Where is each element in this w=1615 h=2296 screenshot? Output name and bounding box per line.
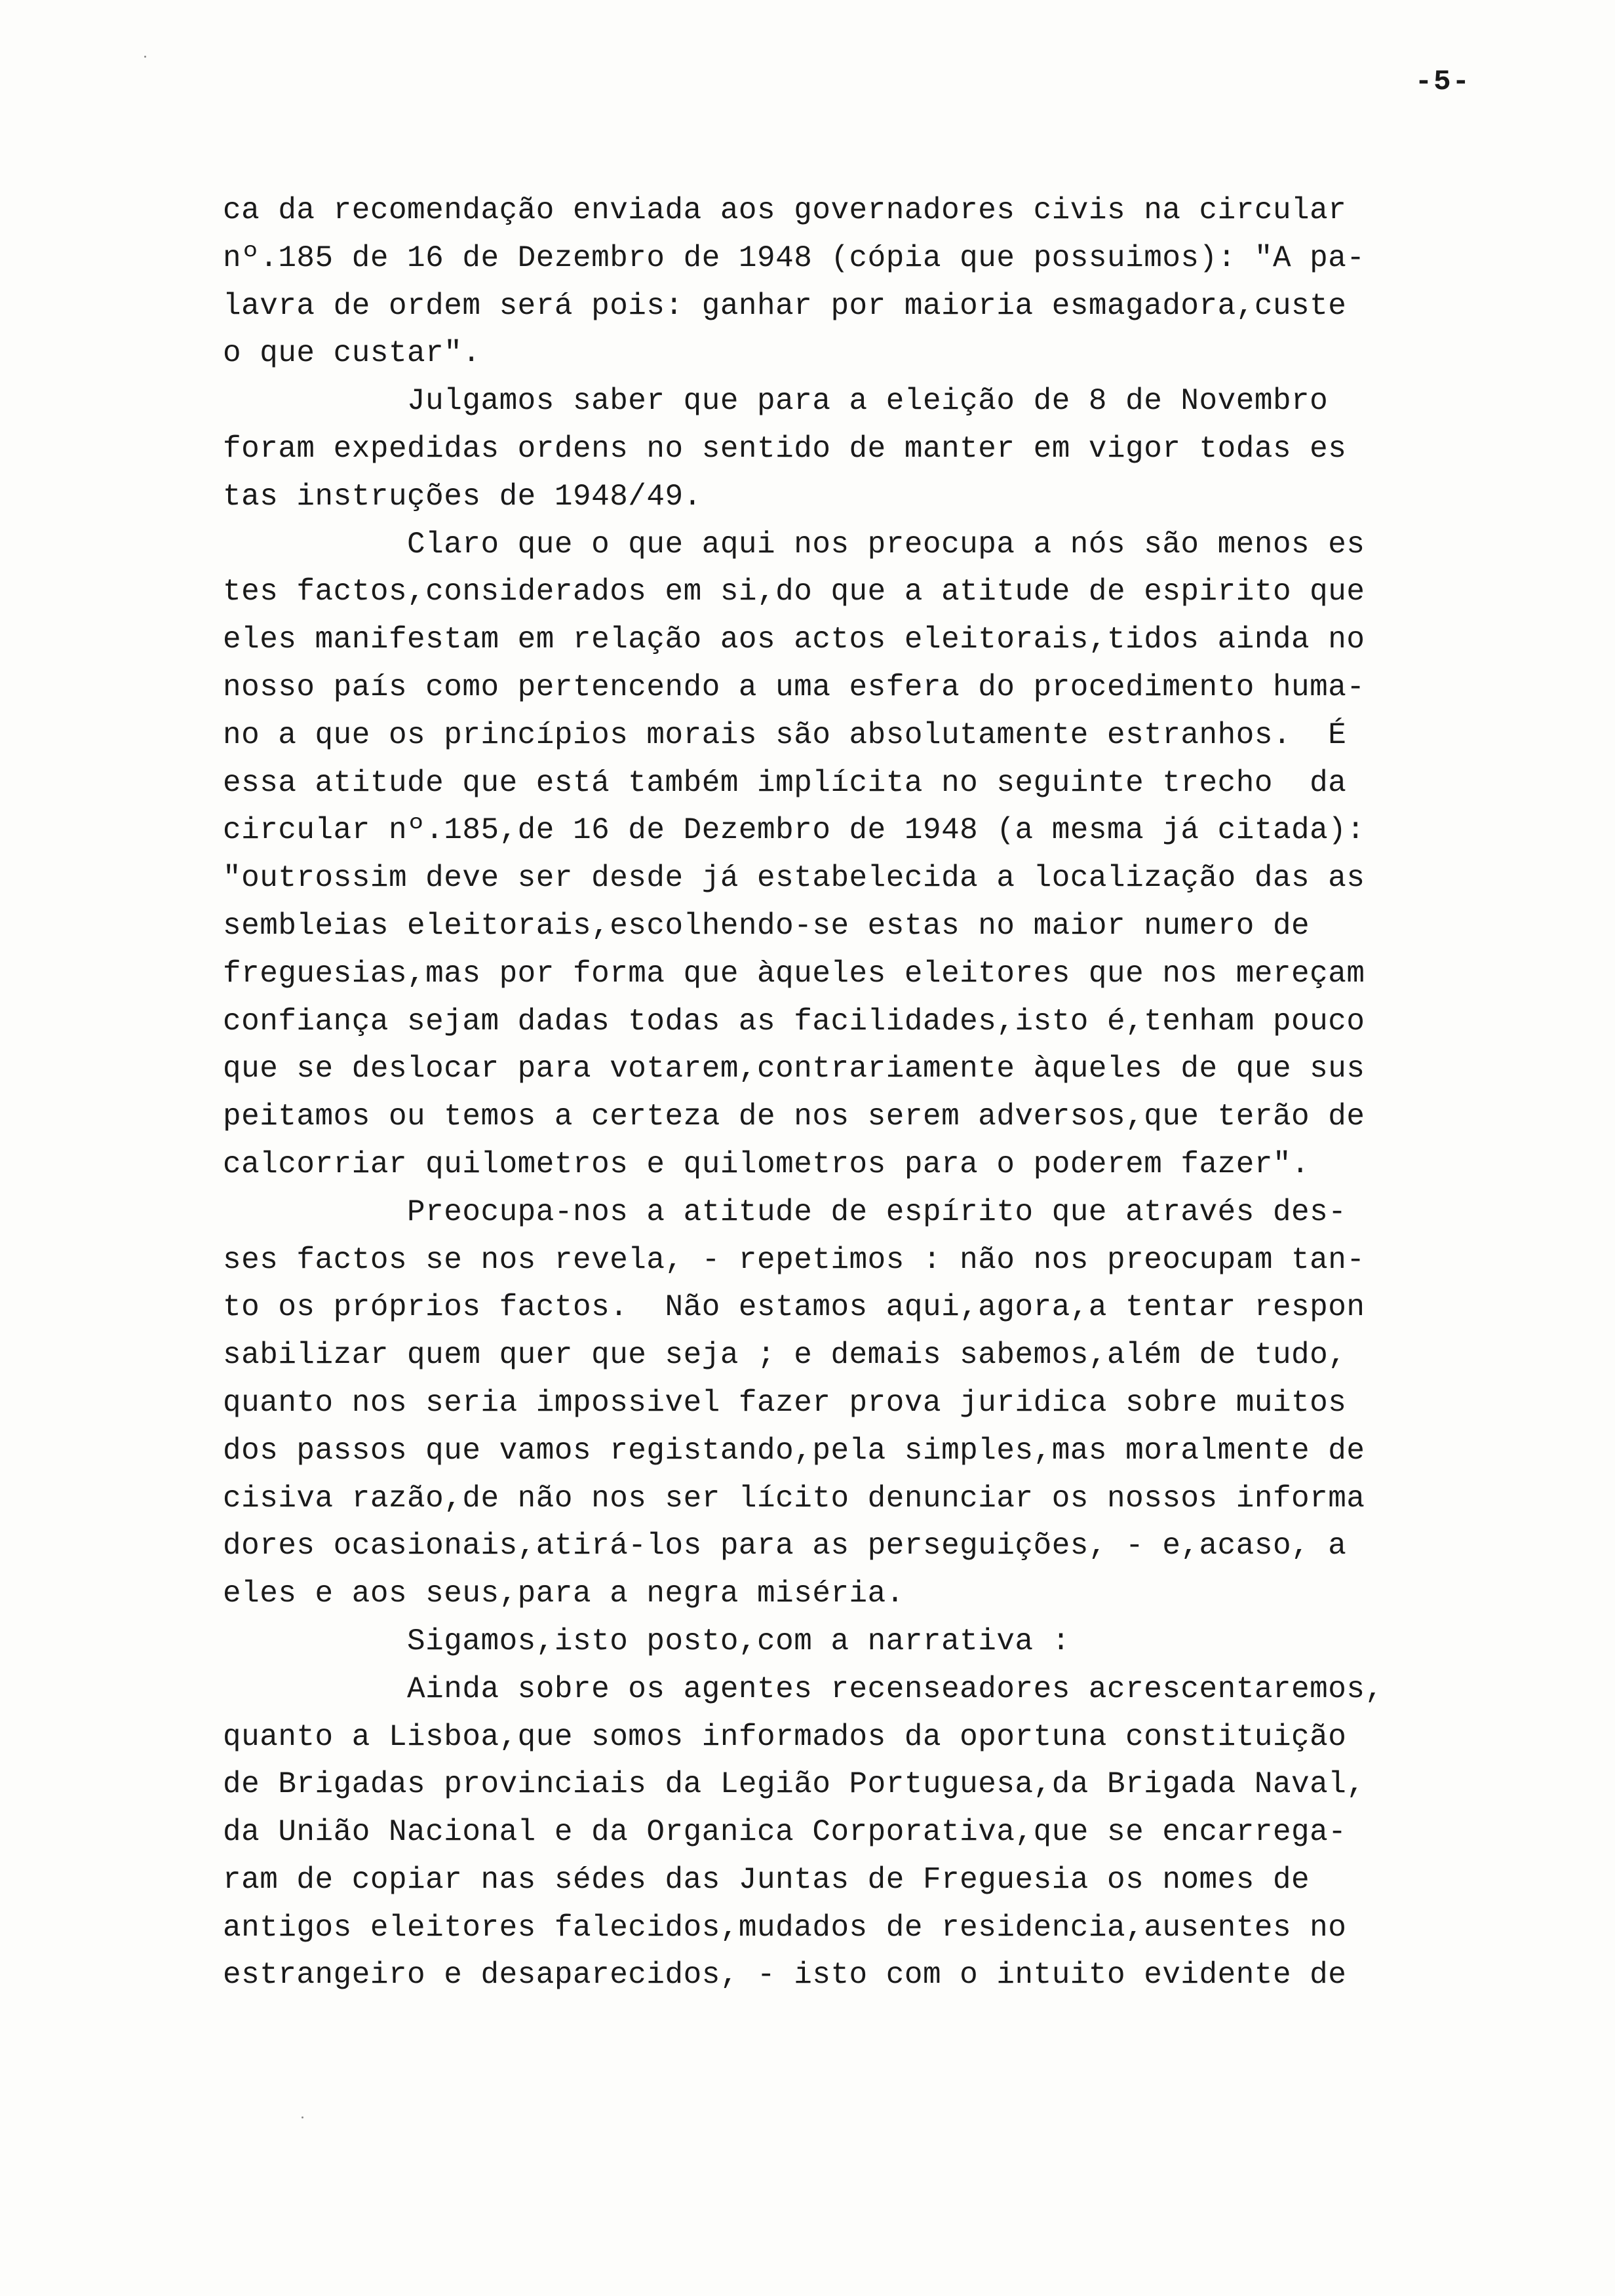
text-line: estrangeiro e desaparecidos, - isto com o intuito evidente de xyxy=(223,1958,1347,1993)
text-line: eles e aos seus,para a negra miséria. xyxy=(223,1577,905,1611)
text-line: ca da recomendação enviada aos governadores civis na circular xyxy=(223,193,1347,227)
page-number: -5- xyxy=(1414,66,1471,98)
text-line: essa atitude que está também implícita no seguinte trecho da xyxy=(223,765,1347,800)
text-line: nosso país como pertencendo a uma esfera do procedimento huma- xyxy=(223,670,1365,704)
text-line: calcorriar quilometros e quilometros para o poderem fazer". xyxy=(223,1147,1310,1181)
text-line: freguesias,mas por forma que àqueles eleitores que nos mereçam xyxy=(223,956,1365,991)
text-line: ses factos se nos revela, - repetimos : não nos preocupam tan- xyxy=(223,1242,1365,1277)
text-line: nº.185 de 16 de Dezembro de 1948 (cópia que possuimos): "A pa- xyxy=(223,240,1365,275)
text-line: Claro que o que aqui nos preocupa a nós são menos es xyxy=(223,527,1365,562)
text-line: lavra de ordem será pois: ganhar por maioria esmagadora,custe xyxy=(223,288,1347,323)
text-line: Ainda sobre os agentes recenseadores acrescentaremos, xyxy=(223,1672,1384,1706)
text-line: "outrossim deve ser desde já estabelecida a localização das as xyxy=(223,861,1365,896)
text-line: tes factos,considerados em si,do que a atitude de espirito que xyxy=(223,575,1365,609)
scan-speck xyxy=(302,2116,303,2118)
text-line: que se deslocar para votarem,contrariamente àqueles de que sus xyxy=(223,1052,1365,1086)
text-line: confiança sejam dadas todas as facilidades,isto é,tenham pouco xyxy=(223,1004,1365,1039)
text-line: eles manifestam em relação aos actos eleitorais,tidos ainda no xyxy=(223,622,1365,657)
text-line: quanto a Lisboa,que somos informados da oportuna constituição xyxy=(223,1719,1347,1754)
text-line: ram de copiar nas sédes das Juntas de Freguesia os nomes de xyxy=(223,1862,1310,1897)
text-line: quanto nos seria impossivel fazer prova juridica sobre muitos xyxy=(223,1385,1347,1420)
text-line: dores ocasionais,atirá-los para as perseguições, - e,acaso, a xyxy=(223,1529,1347,1563)
text-line: sembleias eleitorais,escolhendo-se estas no maior numero de xyxy=(223,908,1310,943)
text-line: peitamos ou temos a certeza de nos serem adversos,que terão de xyxy=(223,1100,1365,1134)
text-line: dos passos que vamos registando,pela simples,mas moralmente de xyxy=(223,1433,1365,1468)
text-line: Preocupa-nos a atitude de espírito que através des- xyxy=(223,1195,1347,1229)
text-line: Sigamos,isto posto,com a narrativa : xyxy=(223,1624,1070,1658)
text-line: o que custar". xyxy=(223,336,481,371)
text-line: antigos eleitores falecidos,mudados de residencia,ausentes no xyxy=(223,1910,1347,1945)
text-line: Julgamos saber que para a eleição de 8 de Novembro xyxy=(223,384,1329,419)
text-line: foram expedidas ordens no sentido de manter em vigor todas es xyxy=(223,431,1347,466)
text-line: no a que os princípios morais são absolutamente estranhos. É xyxy=(223,718,1347,752)
text-line: circular nº.185,de 16 de Dezembro de 1948 (a mesma já citada): xyxy=(223,813,1365,848)
text-line: tas instruções de 1948/49. xyxy=(223,479,702,514)
text-line: cisiva razão,de não nos ser lícito denunciar os nossos informa xyxy=(223,1481,1365,1516)
text-line: da União Nacional e da Organica Corporativa,que se encarrega- xyxy=(223,1815,1347,1850)
text-line: sabilizar quem quer que seja ; e demais sabemos,além de tudo, xyxy=(223,1338,1347,1373)
text-line: de Brigadas provinciais da Legião Portuguesa,da Brigada Naval, xyxy=(223,1767,1365,1802)
scan-speck xyxy=(144,56,146,58)
text-line: to os próprios factos. Não estamos aqui,agora,a tentar respon xyxy=(223,1290,1365,1325)
body-text xyxy=(223,187,1429,1999)
